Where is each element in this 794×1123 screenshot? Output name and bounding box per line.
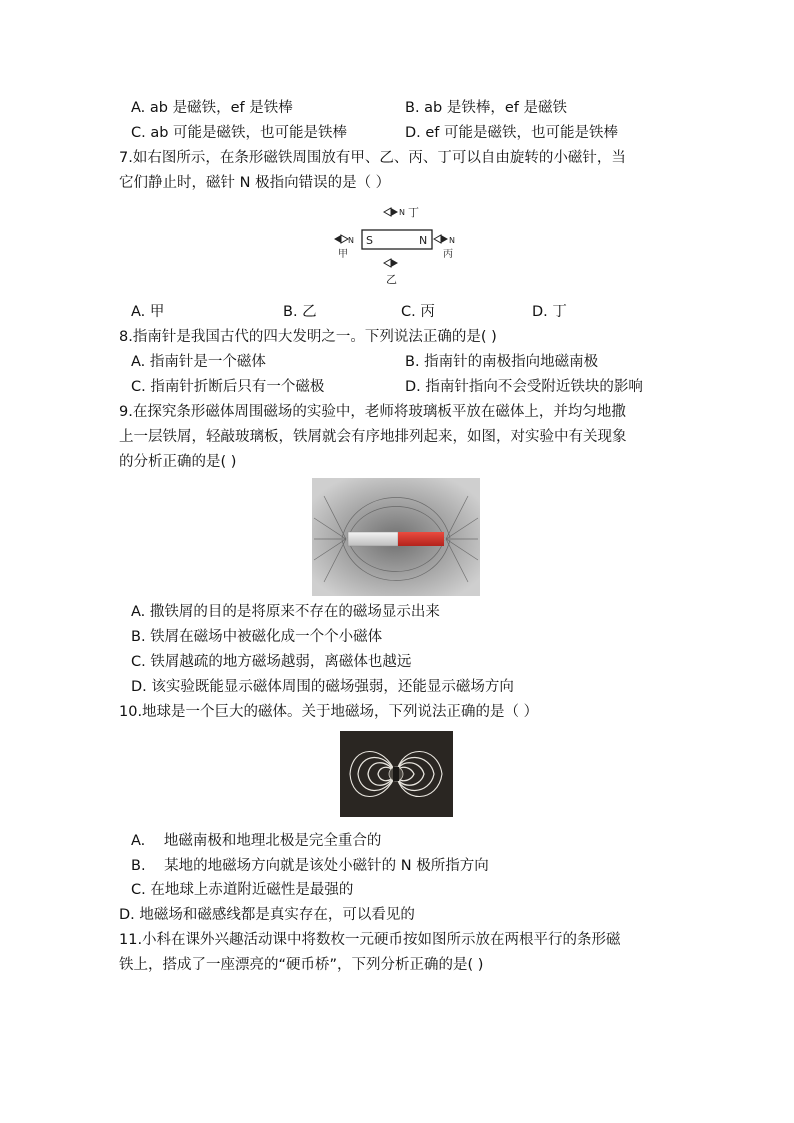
svg-text:N: N [399,208,405,217]
q9-stem-line2: 上一层铁屑，轻敲玻璃板，铁屑就会有序地排列起来，如图，对实验中有关现象 [119,429,627,445]
q10-option-b-text: 某地的地磁场方向就是该处小磁针的 N 极所指方向 [164,858,489,874]
q7-option-c: C. 丙 [401,304,435,320]
q10-stem: 10.地球是一个巨大的磁体。关于地磁场，下列说法正确的是（ ） [119,704,539,720]
q7-option-b: B. 乙 [283,304,317,320]
q9-stem-line3: 的分析正确的是( ) [119,454,237,470]
svg-text:N: N [348,236,354,245]
label-jia: 甲 [338,249,348,260]
q11-stem-line2: 铁上，搭成了一座漂亮的“硬币桥”，下列分析正确的是( ) [119,957,484,973]
needle-ding [384,208,405,217]
needle-bing [434,235,455,245]
q9-stem-line1: 9.在探究条形磁体周围磁场的实验中，老师将玻璃板平放在磁体上，并均匀地撒 [119,404,626,420]
q10-option-a-text: 地磁南极和地理北极是完全重合的 [163,833,382,849]
q10-option-b [131,856,489,876]
earth-magnetic-field-photo [340,731,453,817]
magnet-n-label: N [419,234,428,247]
q6-option-b: B. ab 是铁棒，ef 是磁铁 [405,100,567,116]
q7-stem-line1: 7.如右图所示，在条形磁铁周围放有甲、乙、丙、丁可以自由旋转的小磁针，当 [119,150,626,166]
q7-stem-line2: 它们静止时，磁针 N 极指向错误的是（ ） [119,175,391,191]
q6-option-d: D. ef 可能是磁铁，也可能是铁棒 [405,125,619,141]
q7-option-a: A. 甲 [131,304,165,320]
q6-option-a: A. ab 是磁铁，ef 是铁棒 [131,100,293,116]
q8-option-d: D. 指南针指向不会受附近铁块的影响 [405,379,643,395]
q9-option-d: D. 该实验既能显示磁体周围的磁场强弱，还能显示磁场方向 [131,679,514,695]
q11-stem-line1: 11.小科在课外兴趣活动课中将数枚一元硬币按如图所示放在两根平行的条形磁 [119,932,621,948]
q10-option-a-letter: A. [131,833,146,849]
q10-option-b-letter: B. [131,858,146,874]
q9-option-a: A. 撒铁屑的目的是将原来不存在的磁场显示出来 [131,604,440,620]
q7-option-d: D. 丁 [532,304,567,320]
q10-option-a [131,831,381,851]
q8-option-a: A. 指南针是一个磁体 [131,354,266,370]
q8-option-c: C. 指南针折断后只有一个磁极 [131,379,325,395]
needle-yi [384,259,398,267]
svg-text:N: N [449,236,455,245]
q8-stem: 8.指南针是我国古代的四大发明之一。下列说法正确的是( ) [119,329,497,345]
label-ding: 丁 [408,206,419,219]
label-yi: 乙 [386,273,397,286]
label-bing: 丙 [443,249,453,260]
q7-magnet-figure [328,200,468,290]
q6-option-c: C. ab 可能是磁铁，也可能是铁棒 [131,125,348,141]
needle-jia [334,235,354,245]
q10-option-c: C. 在地球上赤道附近磁性是最强的 [131,882,354,898]
q8-option-b: B. 指南针的南极指向地磁南极 [405,354,599,370]
q9-option-c: C. 铁屑越疏的地方磁场越弱，离磁体也越远 [131,654,412,670]
magnet-s-label: S [366,234,373,247]
q10-option-d: D. 地磁场和磁感线都是真实存在，可以看见的 [119,907,415,923]
iron-filings-photo [312,478,480,596]
q9-option-b: B. 铁屑在磁场中被磁化成一个个小磁体 [131,629,383,645]
